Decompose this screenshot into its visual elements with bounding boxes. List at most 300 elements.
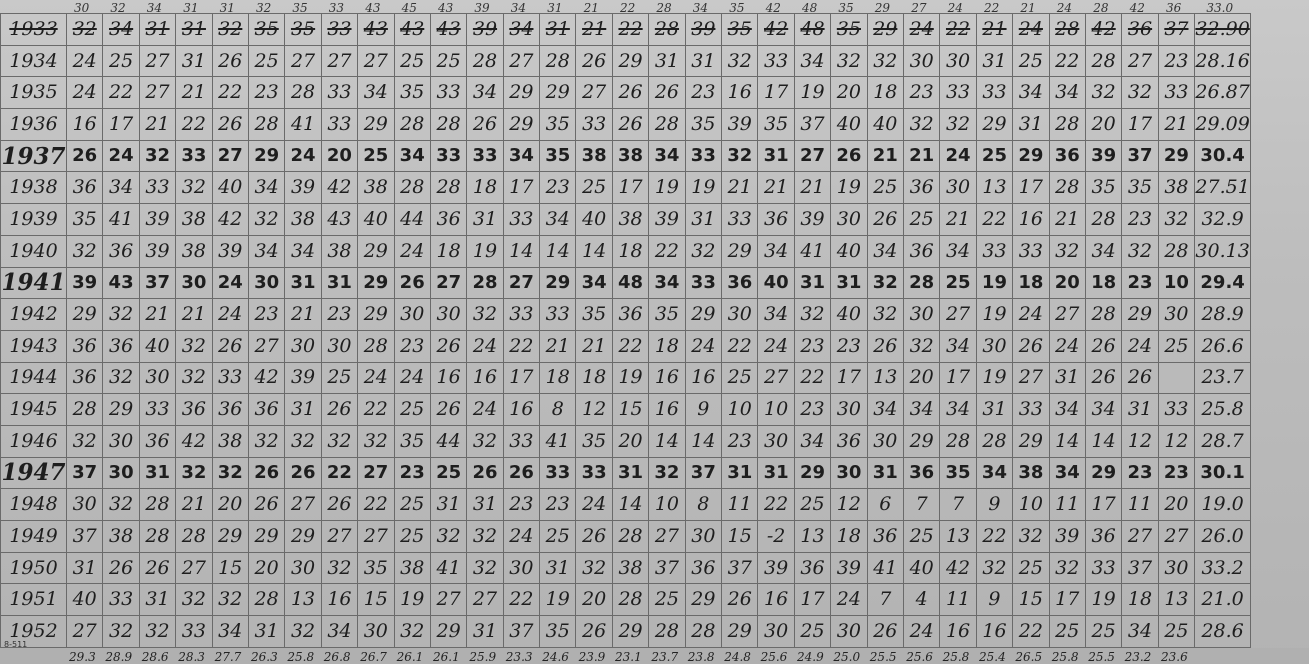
value-cell: 11 xyxy=(722,489,758,521)
ledger-row xyxy=(1,204,1251,236)
value-cell: 26 xyxy=(212,330,248,362)
value-cell: 27 xyxy=(1049,299,1085,331)
value-cell: 39 xyxy=(212,235,248,267)
row-year: 1936 xyxy=(1,109,67,141)
value-cell: 23 xyxy=(722,425,758,457)
footer-average: 25.6 xyxy=(760,650,788,664)
value-cell: 32 xyxy=(176,457,212,489)
value-cell: 22 xyxy=(503,584,539,616)
top-header-value: 24 xyxy=(1056,1,1073,15)
value-cell: 23 xyxy=(248,299,284,331)
value-cell: 37 xyxy=(1122,140,1158,172)
value-cell: 27 xyxy=(940,299,976,331)
value-cell: 33 xyxy=(1158,77,1194,109)
value-cell: 27 xyxy=(1122,521,1158,553)
value-cell: 22 xyxy=(358,489,394,521)
value-cell: 34 xyxy=(903,394,939,426)
value-cell: 30 xyxy=(903,45,939,77)
value-cell: 31 xyxy=(867,457,903,489)
value-cell: 23 xyxy=(248,77,284,109)
value-cell: 30 xyxy=(758,616,794,648)
value-cell: 27 xyxy=(430,584,466,616)
value-cell: 16 xyxy=(321,584,357,616)
value-cell: 30 xyxy=(103,425,139,457)
footer-average: 25.5 xyxy=(1088,650,1115,664)
value-cell: 28 xyxy=(176,521,212,553)
value-cell: 33 xyxy=(940,77,976,109)
value-cell: 38 xyxy=(176,204,212,236)
value-cell: 14 xyxy=(540,235,576,267)
value-cell: 33 xyxy=(503,204,539,236)
top-header-value: 34 xyxy=(146,1,163,15)
value-cell: 29 xyxy=(430,616,466,648)
value-cell: 28 xyxy=(1049,14,1085,46)
value-cell: 32 xyxy=(212,584,248,616)
value-cell: 27 xyxy=(503,267,539,299)
ledger-row xyxy=(1,394,1251,426)
value-cell: 21 xyxy=(867,140,903,172)
value-cell: 25 xyxy=(394,394,430,426)
value-cell: 43 xyxy=(394,14,430,46)
value-cell: 32 xyxy=(1013,521,1049,553)
value-cell: 29 xyxy=(1013,425,1049,457)
value-cell: 16 xyxy=(503,394,539,426)
value-cell: 28 xyxy=(903,267,939,299)
row-average: 19.0 xyxy=(1195,489,1251,521)
value-cell: 27 xyxy=(467,584,503,616)
value-cell: 33 xyxy=(139,394,175,426)
value-cell: 38 xyxy=(612,552,648,584)
value-cell: 28 xyxy=(540,45,576,77)
value-cell: 25 xyxy=(722,362,758,394)
value-cell: 20 xyxy=(831,77,867,109)
value-cell: 20 xyxy=(1049,267,1085,299)
value-cell: 25 xyxy=(103,45,139,77)
value-cell: 18 xyxy=(612,235,648,267)
value-cell: 19 xyxy=(540,584,576,616)
value-cell: 21 xyxy=(176,77,212,109)
value-cell: 26 xyxy=(867,204,903,236)
value-cell: 16 xyxy=(722,77,758,109)
top-header-value: 42 xyxy=(1129,1,1145,15)
value-cell: 26 xyxy=(831,140,867,172)
value-cell: 25 xyxy=(321,362,357,394)
value-cell: 39 xyxy=(1049,521,1085,553)
value-cell: 18 xyxy=(831,521,867,553)
value-cell: 28 xyxy=(248,109,284,141)
value-cell: 18 xyxy=(649,330,685,362)
row-average: 32.9 xyxy=(1195,204,1251,236)
value-cell: 27 xyxy=(358,457,394,489)
top-header-value: 21 xyxy=(583,1,599,15)
value-cell: 32 xyxy=(139,616,175,648)
value-cell: 32 xyxy=(940,109,976,141)
value-cell: 20 xyxy=(1085,109,1121,141)
value-cell: 34 xyxy=(940,330,976,362)
value-cell: 21 xyxy=(1049,204,1085,236)
row-year: 1943 xyxy=(1,330,67,362)
footer-average: 27.7 xyxy=(214,650,242,664)
row-average: 23.7 xyxy=(1195,362,1251,394)
value-cell: 19 xyxy=(976,362,1012,394)
value-cell: 33 xyxy=(1013,394,1049,426)
value-cell: 20 xyxy=(248,552,284,584)
value-cell: 21 xyxy=(139,299,175,331)
footer-average: 25.8 xyxy=(942,650,970,664)
row-year: 1951 xyxy=(1,584,67,616)
value-cell: 32 xyxy=(867,45,903,77)
value-cell: 23 xyxy=(903,77,939,109)
value-cell: 34 xyxy=(1049,457,1085,489)
top-header-value: 31 xyxy=(219,1,235,15)
value-cell: 25 xyxy=(1158,330,1194,362)
value-cell: 35 xyxy=(540,616,576,648)
value-cell: 22 xyxy=(176,109,212,141)
top-header-value: 35 xyxy=(292,1,308,15)
value-cell: 25 xyxy=(1158,616,1194,648)
value-cell: 29 xyxy=(976,109,1012,141)
row-year: 1934 xyxy=(1,45,67,77)
value-cell: 35 xyxy=(1085,172,1121,204)
value-cell: 29 xyxy=(685,299,721,331)
ledger-row xyxy=(1,14,1251,46)
value-cell: 29 xyxy=(1122,299,1158,331)
value-cell: 30 xyxy=(248,267,284,299)
value-cell: 26 xyxy=(467,109,503,141)
value-cell: 36 xyxy=(867,521,903,553)
value-cell: 34 xyxy=(503,14,539,46)
value-cell: 33 xyxy=(430,77,466,109)
value-cell: 41 xyxy=(540,425,576,457)
value-cell: 13 xyxy=(976,172,1012,204)
value-cell: 34 xyxy=(103,172,139,204)
value-cell: 35 xyxy=(758,109,794,141)
value-cell: 34 xyxy=(649,267,685,299)
value-cell: 23 xyxy=(685,77,721,109)
value-cell: 24 xyxy=(358,362,394,394)
value-cell: 26 xyxy=(212,45,248,77)
value-cell: 34 xyxy=(940,235,976,267)
value-cell: 32 xyxy=(903,109,939,141)
value-cell: 11 xyxy=(940,584,976,616)
value-cell: 28 xyxy=(285,77,321,109)
value-cell: 33 xyxy=(103,584,139,616)
value-cell: 23 xyxy=(1158,45,1194,77)
value-cell: 32 xyxy=(103,362,139,394)
value-cell: 32 xyxy=(1122,77,1158,109)
value-cell: 21 xyxy=(1158,109,1194,141)
value-cell: 34 xyxy=(540,204,576,236)
value-cell: 29 xyxy=(67,299,103,331)
value-cell: 27 xyxy=(285,489,321,521)
value-cell: 33 xyxy=(176,140,212,172)
footer-average: 26.7 xyxy=(360,650,387,664)
value-cell: 31 xyxy=(758,457,794,489)
value-cell: 32 xyxy=(1122,235,1158,267)
value-cell: 23 xyxy=(794,394,830,426)
value-cell: 35 xyxy=(540,109,576,141)
value-cell: 29 xyxy=(1158,140,1194,172)
value-cell: 27 xyxy=(212,140,248,172)
value-cell: 18 xyxy=(1085,267,1121,299)
value-cell: 16 xyxy=(649,394,685,426)
value-cell: 36 xyxy=(722,267,758,299)
value-cell: 38 xyxy=(321,235,357,267)
value-cell: 40 xyxy=(831,299,867,331)
value-cell: 25 xyxy=(430,457,466,489)
value-cell: 32 xyxy=(467,425,503,457)
value-cell: 28 xyxy=(1085,45,1121,77)
value-cell: 37 xyxy=(503,616,539,648)
value-cell: 23 xyxy=(503,489,539,521)
value-cell: 16 xyxy=(67,109,103,141)
value-cell: 21 xyxy=(576,14,612,46)
temperature-ledger-table xyxy=(0,13,1251,648)
value-cell: 38 xyxy=(612,204,648,236)
value-cell: 26 xyxy=(139,552,175,584)
value-cell: 32 xyxy=(285,616,321,648)
ledger-row xyxy=(1,552,1251,584)
value-cell: 25 xyxy=(248,45,284,77)
value-cell: 24 xyxy=(67,77,103,109)
row-average: 28.7 xyxy=(1195,425,1251,457)
value-cell: 39 xyxy=(1085,140,1121,172)
value-cell: 36 xyxy=(67,330,103,362)
row-average: 30.13 xyxy=(1195,235,1251,267)
value-cell: 27 xyxy=(1013,362,1049,394)
value-cell: 24 xyxy=(285,140,321,172)
value-cell: 33 xyxy=(467,140,503,172)
value-cell: 22 xyxy=(612,330,648,362)
value-cell: 31 xyxy=(1122,394,1158,426)
value-cell: 30 xyxy=(831,457,867,489)
value-cell: 33 xyxy=(976,77,1012,109)
value-cell: 16 xyxy=(940,616,976,648)
value-cell: 35 xyxy=(358,552,394,584)
value-cell: 35 xyxy=(685,109,721,141)
value-cell: 41 xyxy=(867,552,903,584)
value-cell: 27 xyxy=(1158,521,1194,553)
value-cell: 10 xyxy=(649,489,685,521)
value-cell: 7 xyxy=(940,489,976,521)
value-cell: 26 xyxy=(1085,362,1121,394)
value-cell: 26 xyxy=(467,457,503,489)
value-cell: 22 xyxy=(758,489,794,521)
row-average: 28.6 xyxy=(1195,616,1251,648)
value-cell: 34 xyxy=(1085,394,1121,426)
value-cell: 28 xyxy=(1049,172,1085,204)
value-cell: 12 xyxy=(1158,425,1194,457)
footer-average: 23.6 xyxy=(1161,650,1188,664)
value-cell: 36 xyxy=(903,235,939,267)
value-cell: 23 xyxy=(1122,267,1158,299)
value-cell: 42 xyxy=(248,362,284,394)
value-cell: 31 xyxy=(176,14,212,46)
value-cell: 29 xyxy=(248,140,284,172)
value-cell: 22 xyxy=(321,457,357,489)
value-cell: 36 xyxy=(212,394,248,426)
value-cell: 24 xyxy=(467,330,503,362)
value-cell: 30 xyxy=(867,425,903,457)
row-average: 25.8 xyxy=(1195,394,1251,426)
value-cell: 30 xyxy=(758,425,794,457)
value-cell: 36 xyxy=(831,425,867,457)
value-cell: 39 xyxy=(139,204,175,236)
value-cell: 31 xyxy=(540,552,576,584)
value-cell: 48 xyxy=(794,14,830,46)
footer-average: 25.0 xyxy=(833,650,861,664)
value-cell: 22 xyxy=(722,330,758,362)
ledger-row xyxy=(1,299,1251,331)
value-cell: 16 xyxy=(1013,204,1049,236)
value-cell: 30 xyxy=(685,521,721,553)
value-cell: 21 xyxy=(976,14,1012,46)
value-cell: -2 xyxy=(758,521,794,553)
value-cell: 26 xyxy=(576,521,612,553)
value-cell: 17 xyxy=(1049,584,1085,616)
value-cell: 35 xyxy=(649,299,685,331)
value-cell: 25 xyxy=(394,521,430,553)
top-header-value: 43 xyxy=(365,1,381,15)
value-cell: 9 xyxy=(976,489,1012,521)
value-cell: 33 xyxy=(1158,394,1194,426)
value-cell: 42 xyxy=(321,172,357,204)
ledger-row xyxy=(1,584,1251,616)
value-cell: 19 xyxy=(394,584,430,616)
value-cell: 39 xyxy=(758,552,794,584)
value-cell: 31 xyxy=(794,267,830,299)
value-cell: 28 xyxy=(248,584,284,616)
value-cell: 14 xyxy=(685,425,721,457)
value-cell: 27 xyxy=(503,45,539,77)
value-cell: 32 xyxy=(467,521,503,553)
value-cell: 32 xyxy=(722,45,758,77)
value-cell: 33 xyxy=(503,299,539,331)
ledger-row xyxy=(1,425,1251,457)
value-cell: 36 xyxy=(903,172,939,204)
value-cell: 30 xyxy=(940,172,976,204)
value-cell: 25 xyxy=(940,267,976,299)
value-cell: 10 xyxy=(1013,489,1049,521)
row-year: 1947 xyxy=(1,457,67,489)
row-average: 30.1 xyxy=(1195,457,1251,489)
value-cell: 40 xyxy=(831,235,867,267)
value-cell: 26 xyxy=(285,457,321,489)
value-cell: 25 xyxy=(576,172,612,204)
value-cell: 10 xyxy=(758,394,794,426)
value-cell: 24 xyxy=(685,330,721,362)
value-cell: 36 xyxy=(1049,140,1085,172)
value-cell: 21 xyxy=(176,489,212,521)
value-cell: 15 xyxy=(358,584,394,616)
value-cell: 31 xyxy=(285,267,321,299)
value-cell: 40 xyxy=(67,584,103,616)
value-cell: 24 xyxy=(758,330,794,362)
ledger-row xyxy=(1,521,1251,553)
value-cell: 33 xyxy=(321,109,357,141)
value-cell: 17 xyxy=(1085,489,1121,521)
value-cell: 27 xyxy=(649,521,685,553)
value-cell: 32 xyxy=(794,299,830,331)
row-average: 29.4 xyxy=(1195,267,1251,299)
value-cell: 26 xyxy=(248,489,284,521)
value-cell: 28 xyxy=(1085,204,1121,236)
value-cell: 12 xyxy=(1122,425,1158,457)
row-average: 26.6 xyxy=(1195,330,1251,362)
top-header-value: 29 xyxy=(874,1,891,15)
top-header-value: 33.0 xyxy=(1206,1,1234,15)
value-cell: 21 xyxy=(576,330,612,362)
value-cell: 28 xyxy=(467,267,503,299)
value-cell: 34 xyxy=(212,616,248,648)
row-year: 1933 xyxy=(1,14,67,46)
row-year: 1941 xyxy=(1,267,67,299)
row-average: 26.87 xyxy=(1195,77,1251,109)
value-cell: 30 xyxy=(285,552,321,584)
value-cell: 28 xyxy=(67,394,103,426)
value-cell: 32 xyxy=(576,552,612,584)
value-cell: 20 xyxy=(212,489,248,521)
value-cell: 23 xyxy=(794,330,830,362)
value-cell: 17 xyxy=(1122,109,1158,141)
value-cell: 27 xyxy=(321,45,357,77)
value-cell: 16 xyxy=(758,584,794,616)
value-cell: 39 xyxy=(467,14,503,46)
value-cell: 9 xyxy=(976,584,1012,616)
value-cell: 21 xyxy=(139,109,175,141)
row-year: 1939 xyxy=(1,204,67,236)
top-header-value: 30 xyxy=(74,1,90,15)
row-year: 1952 xyxy=(1,616,67,648)
footer-average: 26.1 xyxy=(433,650,460,664)
value-cell: 29 xyxy=(503,109,539,141)
ledger-row xyxy=(1,77,1251,109)
ledger-row xyxy=(1,235,1251,267)
value-cell: 28 xyxy=(649,616,685,648)
ledger-row xyxy=(1,109,1251,141)
value-cell: 19 xyxy=(794,77,830,109)
value-cell: 34 xyxy=(649,140,685,172)
top-header-value: 39 xyxy=(474,1,490,15)
value-cell: 31 xyxy=(1013,109,1049,141)
footer-average: 26.3 xyxy=(251,650,278,664)
value-cell: 26 xyxy=(430,394,466,426)
value-cell: 30 xyxy=(430,299,466,331)
value-cell: 31 xyxy=(248,616,284,648)
value-cell: 30 xyxy=(940,45,976,77)
value-cell: 23 xyxy=(394,330,430,362)
value-cell: 22 xyxy=(612,14,648,46)
value-cell: 25 xyxy=(1049,616,1085,648)
footer-average: 23.1 xyxy=(615,650,642,664)
value-cell: 40 xyxy=(576,204,612,236)
value-cell: 14 xyxy=(1085,425,1121,457)
value-cell: 19 xyxy=(1085,584,1121,616)
value-cell: 32 xyxy=(176,172,212,204)
value-cell: 34 xyxy=(1085,235,1121,267)
value-cell: 32 xyxy=(867,267,903,299)
value-cell: 15 xyxy=(212,552,248,584)
value-cell: 32 xyxy=(103,299,139,331)
value-cell: 32 xyxy=(976,552,1012,584)
top-header-value: 21 xyxy=(1020,1,1036,15)
value-cell: 21 xyxy=(903,140,939,172)
value-cell: 28 xyxy=(976,425,1012,457)
value-cell: 16 xyxy=(467,362,503,394)
value-cell: 21 xyxy=(758,172,794,204)
value-cell: 22 xyxy=(794,362,830,394)
value-cell: 23 xyxy=(540,489,576,521)
